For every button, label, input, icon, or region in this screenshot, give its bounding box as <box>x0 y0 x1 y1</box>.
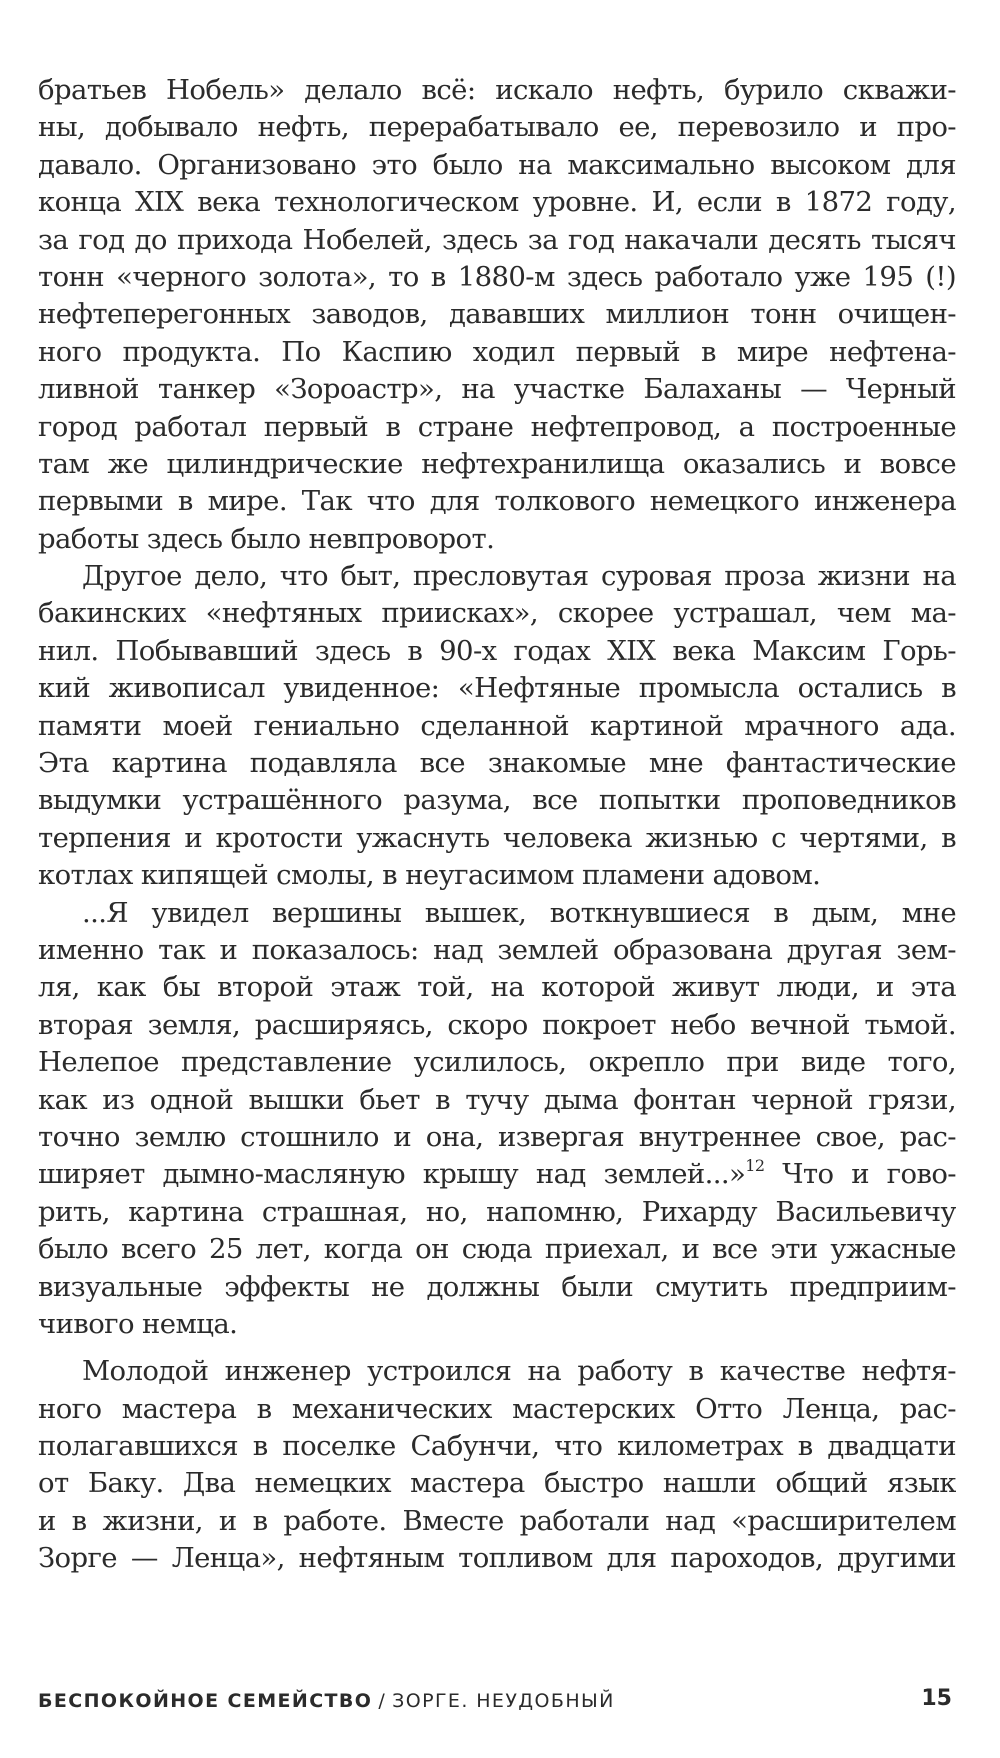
text-line: и в жизни, и в работе. Вместе работали над «расширителем <box>38 1504 956 1537</box>
text-line: вторая земля, расширяясь, скоро покроет небо вечной тьмой. <box>38 1008 956 1041</box>
text-line: Молодой инженер устроился на работу в качестве нефтя- <box>82 1355 956 1388</box>
text-line: ля, как бы второй этаж той, на которой живут люди, и эта <box>38 971 956 1004</box>
page-footer <box>38 1686 956 1718</box>
text-line: было всего 25 лет, когда он сюда приехал, и все эти ужасные <box>38 1233 956 1266</box>
paragraph-3 <box>38 895 956 1344</box>
text-line: именно так и показалось: над землей образована другая зем- <box>38 933 956 966</box>
text-line: нефтеперегонных заводов, дававших миллион тонн очищен- <box>38 298 956 331</box>
title-separator: / <box>378 1690 387 1712</box>
footnote-line-start: ширяет дымно-масляную крышу над землей...» <box>38 1158 746 1191</box>
text-line: памяти моей гениально сделанной картиной мрачного ада. <box>38 709 956 742</box>
text-line: бакинских «нефтяных приисках», скорее устрашал, чем ма- <box>38 597 956 630</box>
text-line: точно землю стошнило и она, извергая внутреннее свое, рас- <box>38 1120 956 1153</box>
text-line: как из одной вышки бьет в тучу дыма фонтан черной грязи, <box>38 1083 956 1116</box>
text-line: Другое дело, что быт, пресловутая суровая проза жизни на <box>82 560 956 593</box>
text-line: котлах кипящей смолы, в неугасимом пламени адовом. <box>38 859 821 892</box>
footnote-line-end: Что и гово- <box>764 1158 956 1191</box>
text-line: там же цилиндрические нефтехранилища оказались и вовсе <box>38 447 956 480</box>
text-line: от Баку. Два немецких мастера быстро нашли общий язык <box>38 1467 956 1500</box>
text-line-with-footnote <box>38 1156 956 1193</box>
text-line: город работал первый в стране нефтепровод, а построенные <box>38 410 956 443</box>
text-line: тонн «черного золота», то в 1880-м здесь работало уже 195 (!) <box>38 260 956 293</box>
text-line: Зорге — Ленца», нефтяным топливом для пароходов, другими <box>38 1542 956 1575</box>
text-line: ного мастера в механических мастерских Отто Ленца, рас- <box>38 1392 956 1425</box>
text-line: ны, добывало нефть, перерабатывало ее, перевозило и про- <box>38 111 956 144</box>
text-line: визуальные эффекты не должны были смутить предприим- <box>38 1270 956 1303</box>
footnote-reference[interactable]: 12 <box>745 1156 765 1176</box>
text-line: конца XIX века технологическом уровне. И, если в 1872 году, <box>38 186 956 219</box>
paragraph-2 <box>38 558 956 895</box>
text-line: нил. Побывавший здесь в 90-х годах XIX века Максим Горь- <box>38 634 956 667</box>
text-line: кий живописал увиденное: «Нефтяные промысла остались в <box>38 672 956 705</box>
text-line: чивого немца. <box>38 1307 238 1340</box>
page-number: 15 <box>921 1686 952 1711</box>
text-line: работы здесь было невпроворот. <box>38 522 495 555</box>
text-line: ...Я увидел вершины вышек, воткнувшиеся в дым, мне <box>82 896 956 929</box>
text-line: давало. Организовано это было на максимально высоком для <box>38 148 956 181</box>
book-title: ЗОРГЕ. НЕУДОБНЫЙ <box>392 1690 615 1712</box>
text-line: Эта картина подавляла все знакомые мне фантастические <box>38 747 956 780</box>
paragraph-spacing <box>38 1343 956 1353</box>
text-line: братьев Нобель» делало всё: искало нефть, бурило скважи- <box>38 74 956 106</box>
text-line: Нелепое представление усилилось, окрепло при виде того, <box>38 1046 956 1079</box>
running-title <box>38 1690 615 1712</box>
text-line: полагавшихся в поселке Сабунчи, что километрах в двадцати <box>38 1430 956 1463</box>
paragraph-4 <box>38 1353 956 1577</box>
text-line: первыми в мире. Так что для толкового немецкого инженера <box>38 485 956 518</box>
body-text <box>38 72 956 1578</box>
text-line: за год до прихода Нобелей, здесь за год накачали десять тысяч <box>38 223 956 256</box>
text-line: ного продукта. По Каспию ходил первый в мире нефтена- <box>38 335 956 368</box>
text-line: ливной танкер «Зороастр», на участке Балаханы — Черный <box>38 373 956 406</box>
text-line: терпения и кротости ужаснуть человека жизнью с чертями, в <box>38 821 956 854</box>
paragraph-1 <box>38 72 956 558</box>
text-line: рить, картина страшная, но, напомню, Рихарду Васильевичу <box>38 1195 956 1228</box>
text-line: выдумки устрашённого разума, все попытки проповедников <box>38 784 956 817</box>
chapter-title: БЕСПОКОЙНОЕ СЕМЕЙСТВО <box>38 1690 373 1712</box>
